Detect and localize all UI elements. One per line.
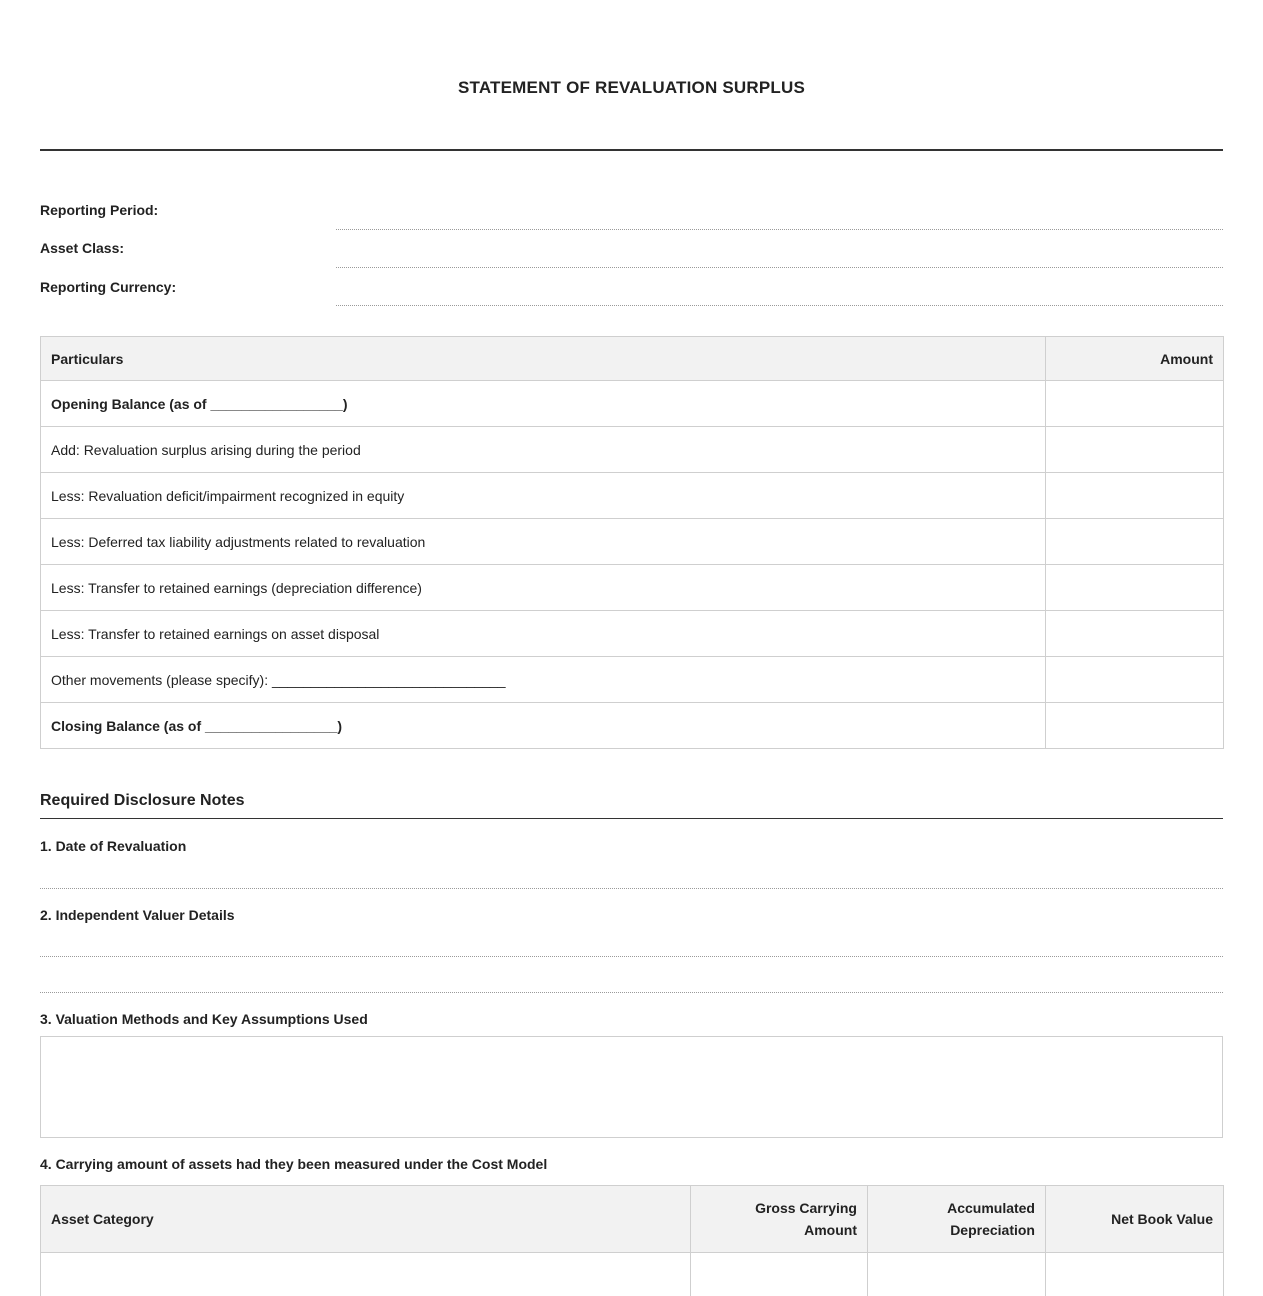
- valuation-methods-textarea[interactable]: [40, 1036, 1223, 1138]
- independent-valuer-field-line-2[interactable]: [40, 992, 1223, 993]
- asset-class-row: [40, 240, 1223, 278]
- net-book-value-header: Net Book Value: [1046, 1186, 1224, 1253]
- table-row: [41, 611, 1224, 657]
- reporting-currency-field[interactable]: [336, 305, 1223, 306]
- asset-category-cell[interactable]: [41, 1253, 691, 1296]
- particulars-cell: Less: Transfer to retained earnings on asset disposal: [41, 611, 1046, 657]
- particulars-cell: Less: Revaluation deficit/impairment recognized in equity: [41, 473, 1046, 519]
- amount-cell[interactable]: [1046, 703, 1224, 749]
- particulars-cell: Less: Transfer to retained earnings (depreciation difference): [41, 565, 1046, 611]
- particulars-cell: Less: Deferred tax liability adjustments related to revaluation: [41, 519, 1046, 565]
- gross-header-line-2: Amount: [804, 1222, 857, 1238]
- particulars-cell: Add: Revaluation surplus arising during the period: [41, 427, 1046, 473]
- table-row: [41, 657, 1224, 703]
- asset-class-label: Asset Class:: [40, 240, 125, 256]
- note-date-of-revaluation: 1. Date of Revaluation: [40, 838, 187, 854]
- amount-cell[interactable]: [1046, 473, 1224, 519]
- disclosure-notes-divider: [40, 818, 1223, 819]
- amount-cell[interactable]: [1046, 427, 1224, 473]
- table-row: [41, 703, 1224, 749]
- note-cost-model-carrying-amount: 4. Carrying amount of assets had they been measured under the Cost Model: [40, 1156, 548, 1172]
- table-row: [41, 473, 1224, 519]
- reporting-currency-row: [40, 279, 1223, 317]
- gross-header-line-1: Gross Carrying: [755, 1200, 857, 1216]
- table-header-row: [41, 337, 1224, 381]
- document-title: STATEMENT OF REVALUATION SURPLUS: [457, 78, 806, 97]
- amount-cell[interactable]: [1046, 611, 1224, 657]
- amount-cell[interactable]: [1046, 519, 1224, 565]
- cost-model-table: [40, 1185, 1224, 1296]
- table-row: [41, 381, 1224, 427]
- note-valuation-methods: 3. Valuation Methods and Key Assumptions Used: [40, 1011, 368, 1027]
- net-book-value-cell[interactable]: [1046, 1253, 1224, 1296]
- table-header-row: [41, 1186, 1224, 1253]
- asset-category-header: Asset Category: [41, 1186, 691, 1253]
- reporting-currency-label: Reporting Currency:: [40, 279, 177, 295]
- note-independent-valuer: 2. Independent Valuer Details: [40, 907, 235, 923]
- accum-header-line-2: Depreciation: [950, 1222, 1035, 1238]
- table-row: [41, 427, 1224, 473]
- gross-carrying-amount-cell[interactable]: [691, 1253, 868, 1296]
- accum-header-line-1: Accumulated: [947, 1200, 1035, 1216]
- particulars-header: Particulars: [41, 337, 1046, 381]
- table-row: [41, 565, 1224, 611]
- accumulated-depreciation-cell[interactable]: [868, 1253, 1046, 1296]
- table-row: [41, 519, 1224, 565]
- amount-cell[interactable]: [1046, 565, 1224, 611]
- disclosure-notes-heading: Required Disclosure Notes: [40, 792, 245, 809]
- amount-cell[interactable]: [1046, 381, 1224, 427]
- date-of-revaluation-field[interactable]: [40, 888, 1223, 889]
- particulars-cell: Other movements (please specify): ______________________________: [41, 657, 1046, 703]
- accumulated-depreciation-header: [868, 1186, 1046, 1253]
- particulars-cell: Opening Balance (as of _________________): [41, 381, 1046, 427]
- asset-class-field[interactable]: [336, 267, 1223, 268]
- table-row: [41, 1253, 1224, 1296]
- title-divider: [40, 149, 1223, 151]
- gross-carrying-amount-header: [691, 1186, 868, 1253]
- particulars-cell: Closing Balance (as of _________________): [41, 703, 1046, 749]
- independent-valuer-field-line-1[interactable]: [40, 956, 1223, 957]
- revaluation-surplus-table: [40, 336, 1224, 749]
- amount-header: Amount: [1046, 337, 1224, 381]
- reporting-period-row: [40, 202, 1223, 240]
- reporting-period-label: Reporting Period:: [40, 202, 159, 218]
- amount-cell[interactable]: [1046, 657, 1224, 703]
- reporting-period-field[interactable]: [336, 229, 1223, 230]
